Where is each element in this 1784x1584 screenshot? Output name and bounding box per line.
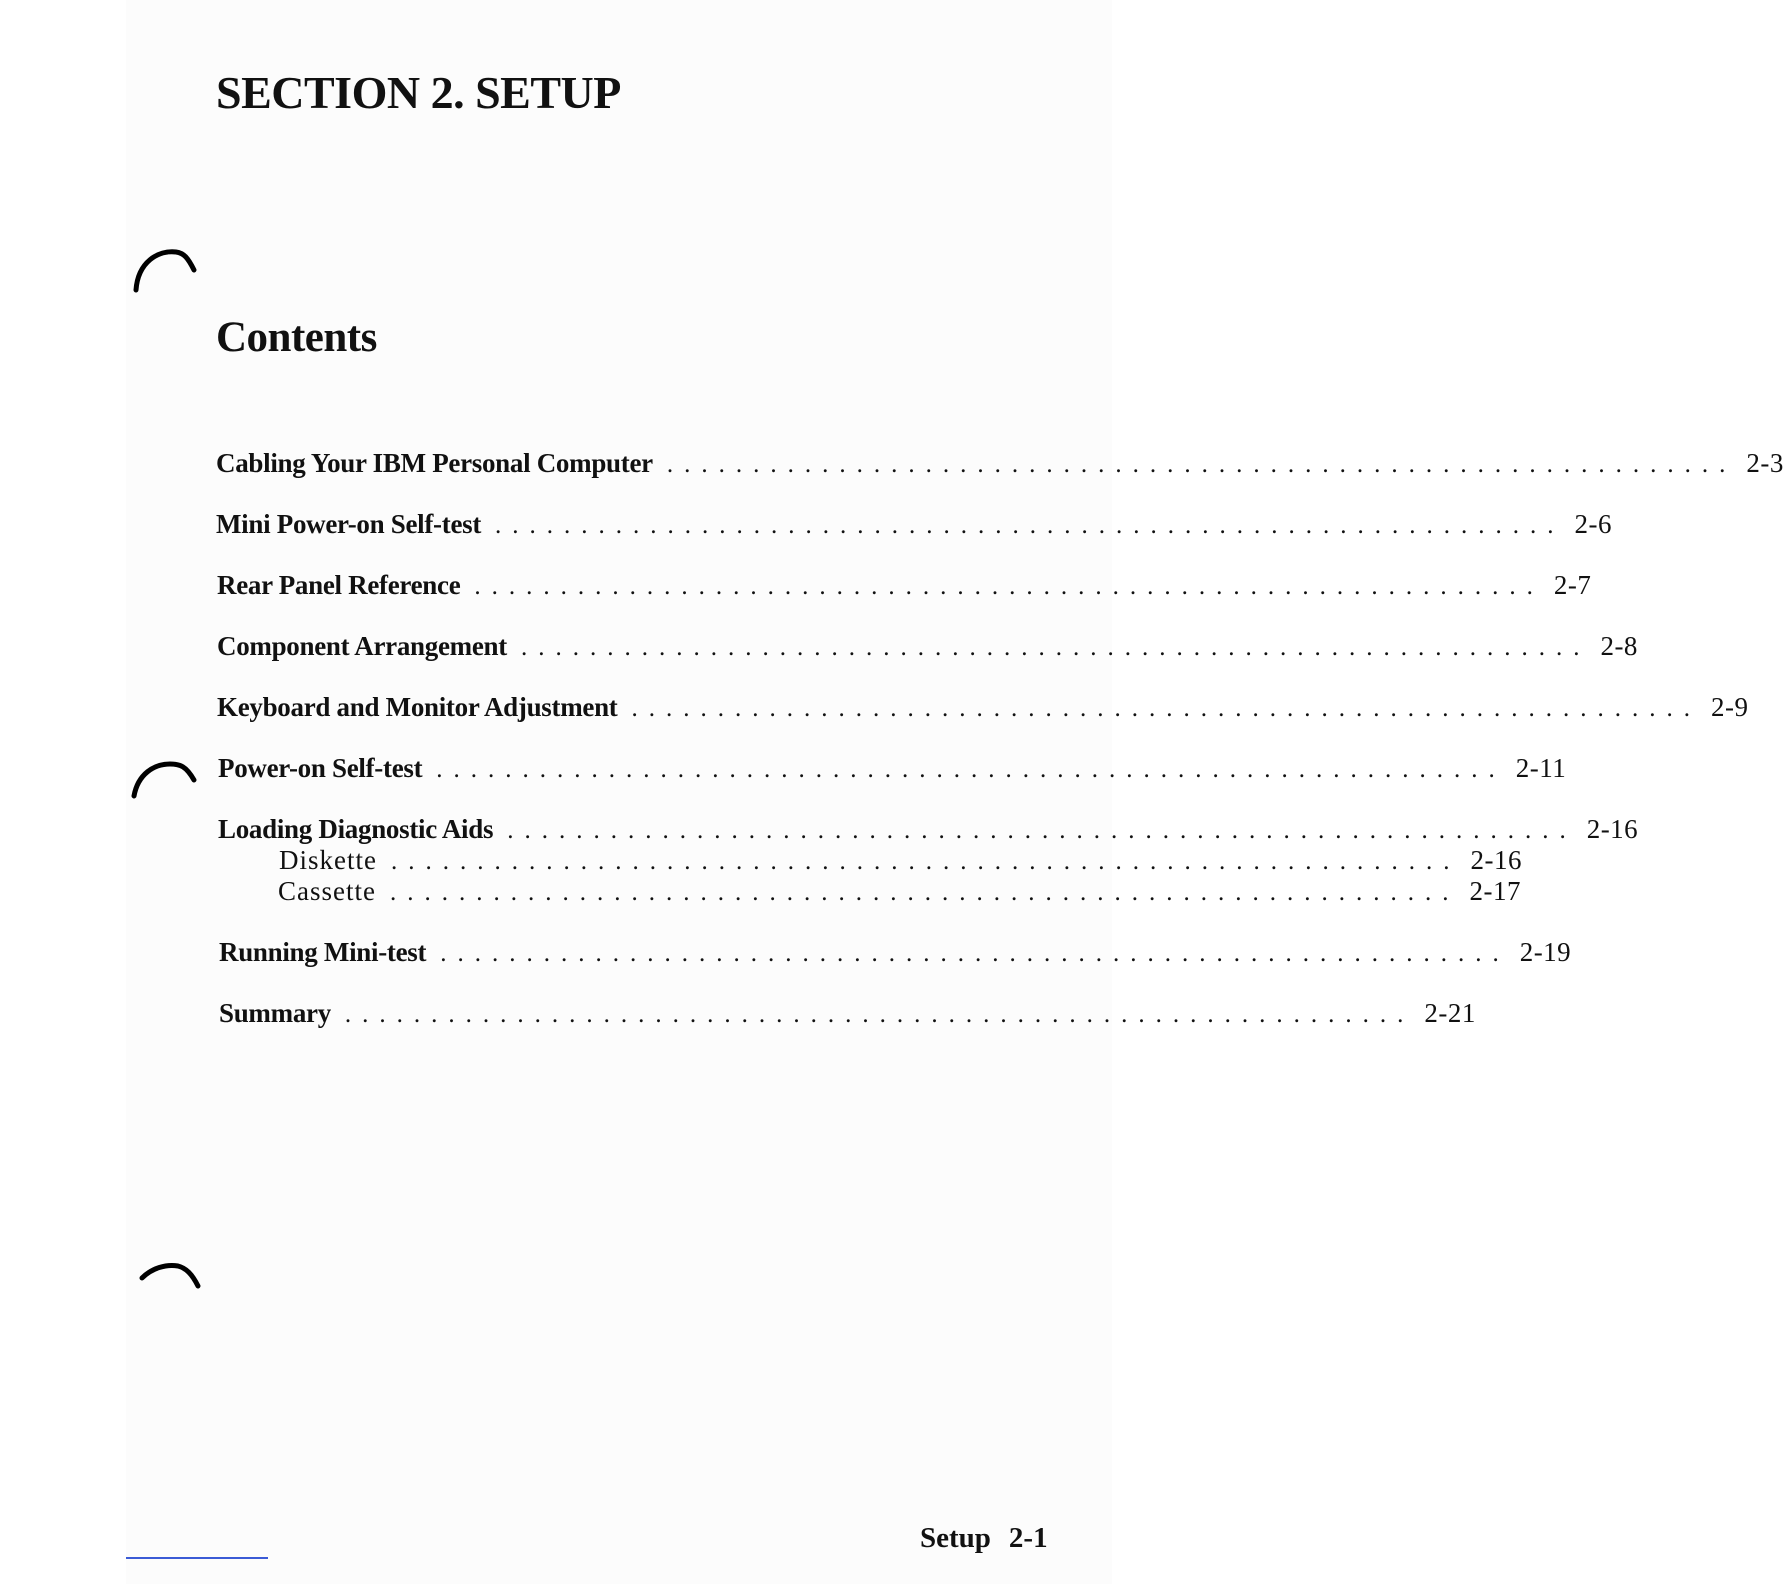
toc-entry-page: 2-21 xyxy=(1424,998,1476,1028)
toc-entry-page: 2-9 xyxy=(1711,692,1749,722)
dot-leader: .............................................................. xyxy=(436,756,1506,783)
toc-entry xyxy=(216,448,1784,480)
toc-entry xyxy=(216,509,1613,541)
toc-entry xyxy=(218,814,1639,846)
dot-leader: .............................................................. xyxy=(631,695,1701,722)
toc-entry-title: Running Mini-test xyxy=(219,937,427,967)
dot-leader: .............................................................. xyxy=(474,573,1544,600)
toc-entry-page: 2-8 xyxy=(1600,631,1638,661)
section-title: SECTION 2. SETUP xyxy=(216,67,621,118)
toc-entry xyxy=(217,631,1638,663)
dot-leader: .............................................................. xyxy=(507,817,1577,844)
toc-entry-title: Rear Panel Reference xyxy=(217,570,461,600)
toc-entry-page: 2-3 xyxy=(1746,448,1784,478)
toc-entry-page: 2-7 xyxy=(1553,570,1592,600)
binder-ring-hole-icon xyxy=(128,240,200,296)
footer-section-label: Setup xyxy=(920,1522,991,1554)
toc-entry-page: 2-11 xyxy=(1515,753,1567,783)
toc-entry-page: 2-17 xyxy=(1469,876,1521,906)
contents-heading: Contents xyxy=(216,314,377,361)
dot-leader: .............................................................. xyxy=(389,879,1460,906)
page-footer xyxy=(920,1522,1048,1555)
toc-entry-title: Cabling Your IBM Personal Computer xyxy=(216,448,653,478)
dot-leader: .............................................................. xyxy=(344,1001,1415,1028)
toc-subentry xyxy=(278,876,1521,908)
toc-entry-title: Keyboard and Monitor Adjustment xyxy=(217,692,618,722)
toc-subentry xyxy=(279,845,1522,877)
dot-leader: .............................................................. xyxy=(440,940,1510,967)
toc-entry-page: 2-19 xyxy=(1519,937,1572,967)
toc-entry-title: Diskette xyxy=(279,845,377,875)
toc-entry xyxy=(219,937,1572,969)
toc-entry-page: 2-16 xyxy=(1586,814,1639,844)
footer-page-number: 2-1 xyxy=(1008,1522,1048,1554)
toc-entry xyxy=(217,692,1749,724)
binder-ring-hole-icon xyxy=(128,752,200,800)
dot-leader: .............................................................. xyxy=(666,451,1737,478)
page-background xyxy=(126,0,1112,1584)
toc-entry-title: Loading Diagnostic Aids xyxy=(218,814,494,844)
toc-entry-title: Summary xyxy=(219,998,331,1028)
toc-entry xyxy=(219,998,1476,1030)
toc-entry-title: Mini Power-on Self-test xyxy=(216,509,482,539)
toc-entry-title: Power-on Self-test xyxy=(218,753,423,783)
toc-entry-page: 2-6 xyxy=(1574,509,1613,539)
footer-rule xyxy=(126,1557,268,1559)
toc-entry xyxy=(217,570,1592,602)
toc-entry-page: 2-16 xyxy=(1470,845,1522,875)
toc-entry-title: Component Arrangement xyxy=(217,631,507,661)
toc-entry-title: Cassette xyxy=(278,876,376,906)
dot-leader: .............................................................. xyxy=(520,634,1591,661)
dot-leader: .............................................................. xyxy=(390,848,1461,875)
dot-leader: .............................................................. xyxy=(495,512,1565,539)
binder-ring-hole-icon xyxy=(138,1258,202,1298)
toc-entry xyxy=(218,753,1567,785)
